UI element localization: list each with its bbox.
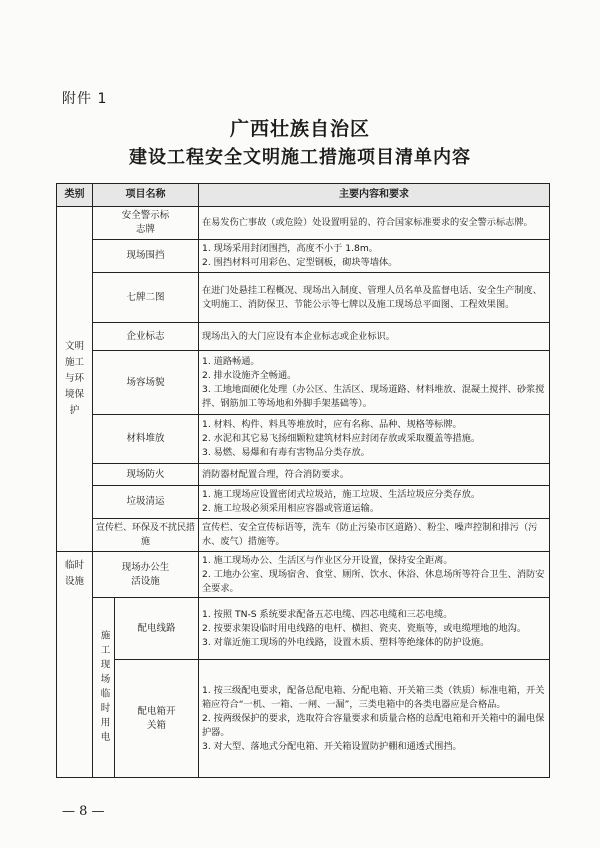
- page-number: — 8 —: [62, 804, 105, 819]
- content-line: 3. 易燃、易爆和有毒有害物品分类存放。: [202, 447, 370, 458]
- content-line: 2. 水泥和其它易飞扬细颗粒建筑材料应封闭存放或采取覆盖等措施。: [202, 433, 481, 444]
- item-content: [199, 552, 550, 598]
- item-content: [199, 519, 550, 552]
- item-content: [199, 323, 550, 351]
- item-name: [115, 660, 199, 778]
- subcategory-power-label: 施工现场临时用电: [98, 629, 110, 746]
- table-row: [57, 464, 550, 486]
- content-line: 宣传栏、安全宣传标语等，洗车（防止污染市区道路）、粉尘、噪声控制和排污（污水、废气）措施等。: [202, 522, 538, 547]
- table-row: [57, 351, 550, 415]
- table-header-row: [57, 184, 550, 207]
- content-line: 2. 按要求架设临时用电线路的电杆、横担、瓷夹、瓷瓶等，或电缆埋地的地沟。: [202, 622, 527, 634]
- item-name: 垃圾清运: [93, 486, 199, 519]
- table-row: [57, 598, 550, 660]
- content-line: 2. 按两级保护的要求，选取符合容量要求和质量合格的总配电箱和开关箱中的漏电保护器。: [202, 712, 545, 738]
- item-name: 现场围挡: [93, 240, 199, 273]
- category-civil: [57, 207, 93, 552]
- content-line: 1. 施工现场应设置密闭式垃圾站，施工垃圾、生活垃圾应分类存放。: [202, 489, 481, 500]
- item-name: 配电线路: [115, 598, 199, 660]
- table-row: [57, 323, 550, 351]
- item-content: [199, 660, 550, 778]
- item-name: [93, 207, 199, 240]
- header-item-name: 项目名称: [93, 184, 199, 207]
- item-name: [93, 552, 199, 598]
- item-name: 宣传栏、环保及不扰民措施: [93, 519, 199, 552]
- category-temp: [57, 552, 93, 778]
- item-name: 场容场貌: [93, 351, 199, 415]
- attachment-label: 附件 1: [62, 91, 108, 107]
- table-row: [57, 660, 550, 778]
- content-line: 1. 现场采用封闭围挡，高度不小于 1.8m。: [202, 243, 378, 254]
- table-row: [57, 273, 550, 323]
- table-row: [57, 207, 550, 240]
- item-content: [199, 351, 550, 415]
- item-content: [199, 464, 550, 486]
- item-name-text: 配电箱开关箱: [137, 705, 176, 731]
- content-line: 2. 围挡材料可用彩色、定型钢板，砌块等墙体。: [202, 257, 398, 268]
- item-name: 现场防火: [93, 464, 199, 486]
- item-content: [199, 273, 550, 323]
- category-temp-label: 临时设施: [64, 560, 84, 587]
- table-row: [57, 240, 550, 273]
- item-content: [199, 240, 550, 273]
- table-row: [57, 552, 550, 598]
- item-content: [199, 598, 550, 660]
- content-line: 1. 施工现场办公、生活区与作业区分开设置，保持安全距离。: [202, 554, 453, 566]
- item-name: 七牌二图: [93, 273, 199, 323]
- header-content: 主要内容和要求: [199, 184, 550, 207]
- measures-table: [56, 183, 550, 778]
- content-line: 3. 工地地面硬化处理（办公区、生活区、现场道路、材料堆放、混凝土搅拌、砂浆搅拌、钢筋加工等场地和外脚手架基础等）。: [202, 383, 545, 409]
- table-row: [57, 519, 550, 552]
- content-line: 消防器材配置合理，符合消防要求。: [202, 468, 349, 480]
- table-row: [57, 486, 550, 519]
- content-line: 在进门处悬挂工程概况、现场出入制度、管理人员名单及监督电话、安全生产制度、文明施工、消防保卫、节能公示等七牌以及施工现场总平面图、工程效果图。: [202, 284, 542, 310]
- content-line: 1. 按三级配电要求，配备总配电箱、分配电箱、开关箱三类（铁质）标准电箱，开关箱应符合“一机、一箱、一闸、一漏”，三类电箱中的各类电器应是合格品。: [202, 684, 545, 710]
- content-line: 3. 对靠近施工现场的外电线路，设置木质、塑料等绝缘体的防护设施。: [202, 636, 490, 648]
- category-civil-label: 文明施工与环境保护: [64, 341, 84, 416]
- item-name: 企业标志: [93, 323, 199, 351]
- content-line: 1. 按照 TN-S 系统要求配备五芯电缆、四芯电缆和三芯电缆。: [202, 608, 453, 620]
- document-title-line2: 建设工程安全文明施工措施项目清单内容: [129, 147, 471, 168]
- item-name-text: 现场办公生活设施: [121, 561, 170, 587]
- item-content: [199, 486, 550, 519]
- content-line: 1. 材料、构件、料具等堆放时，应有名称、品种、规格等标牌。: [202, 419, 462, 430]
- item-content: [199, 415, 550, 464]
- content-line: 2. 工地办公室、现场宿舍、食堂、厕所、饮水、休浴、休息场所等符合卫生、消防安全要求。: [202, 568, 545, 594]
- table-row: [57, 415, 550, 464]
- subcategory-power: [93, 598, 115, 778]
- item-name-text: 安全警示标志牌: [121, 210, 170, 235]
- content-line: 2. 排水设施齐全畅通。: [202, 369, 297, 381]
- item-name: 材料堆放: [93, 415, 199, 464]
- content-line: 3. 对大型、落地式分配电箱、开关箱设置防护棚和通透式围挡。: [202, 740, 462, 752]
- document-title-line1: 广西壮族自治区: [229, 118, 370, 140]
- item-content: [199, 207, 550, 240]
- header-category: 类别: [57, 184, 93, 207]
- content-line: 在易发伤亡事故（或危险）处设置明显的、符合国家标准要求的安全警示标志牌。: [202, 217, 533, 228]
- content-line: 1. 道路畅通。: [202, 355, 260, 367]
- content-line: 现场出入的大门应设有本企业标志或企业标识。: [202, 330, 395, 342]
- content-line: 2. 施工垃圾必须采用相应容器或管道运输。: [202, 503, 380, 514]
